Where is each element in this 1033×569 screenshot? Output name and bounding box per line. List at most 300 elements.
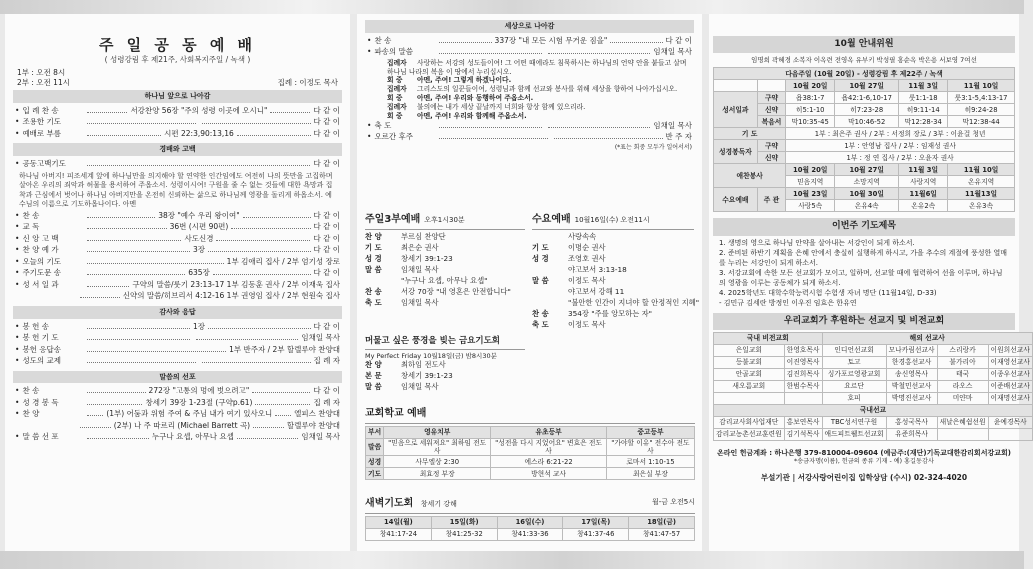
dot-leader: [87, 345, 226, 352]
table-cell: 감리교사회사업재단: [714, 416, 785, 428]
order-row: [357, 36, 702, 48]
table-cell: 이재영선교사: [988, 356, 1032, 368]
table-cell: 룻3:1-5,4:13-17: [948, 92, 1015, 104]
prayer-item: 2. 준비된 하반기 계획을 은혜 안에서 충실히 실행하게 하시고, 가을 추수의 계절에 풍성한 열매를 누리는 서강인이 되게 하소서.: [719, 248, 1008, 267]
line-value: 이정도 목사: [568, 275, 606, 285]
line-value: 임채일 목사: [401, 297, 439, 307]
row-label: 구약: [757, 92, 786, 104]
group-label: 애찬봉사: [714, 164, 786, 188]
table-cell: 막12:38-44: [948, 116, 1015, 128]
order-row: [5, 159, 350, 171]
order-list: [5, 386, 350, 444]
order-label: • 찬 양 예 가: [22, 245, 59, 255]
table-header: 17일(목): [563, 516, 629, 528]
line-value: 사랑속속: [568, 231, 597, 241]
dot-leader: [255, 398, 310, 405]
table-header: 11월 3일: [899, 80, 948, 92]
service-line: [532, 254, 694, 265]
service-line: [532, 265, 694, 276]
dot-leader: [439, 36, 491, 43]
sending-words: [357, 59, 702, 121]
table-header: 영유치부: [384, 426, 491, 438]
table-cell: 새날은혜쉼선원: [937, 416, 988, 428]
line-value: 354장 "주를 앙모하는 자": [568, 308, 652, 318]
table-header: 10월 20일: [786, 164, 835, 176]
order-item: 누구나 요셉, 아무나 요셉: [151, 432, 234, 442]
table-row: [714, 356, 1033, 368]
dot-leader: [87, 409, 103, 416]
table-cell: "믿음으로 세워져요" 최하임 전도사: [384, 438, 491, 456]
table-row: [714, 416, 1033, 428]
line-value: 임채일 목사: [401, 381, 439, 391]
line-label: 찬 양: [365, 359, 382, 369]
table-cell: "성전을 다시 지었어요" 변효은 전도사: [491, 438, 607, 456]
order-row: [5, 409, 350, 421]
order-leader: 집 례 자: [313, 356, 341, 365]
service-line: [532, 297, 700, 309]
group-label: 성서일과: [714, 92, 758, 128]
prayer-title: 이번주 기도제목: [713, 218, 1015, 235]
table-cell: 윤예경목사: [988, 416, 1032, 428]
order-label: • 봉헌 응답송: [22, 344, 62, 354]
table-row: [714, 128, 1015, 140]
order-label: • 교 독: [22, 222, 40, 232]
order-label: • 축 도: [374, 120, 392, 130]
table-header: 14일(월): [366, 516, 432, 528]
table-header: 10월 30일: [835, 188, 899, 200]
table-cell: 박명진선교사: [886, 392, 937, 404]
table-header: 유초등부: [491, 426, 607, 438]
order-label: • 파송의 말씀: [374, 47, 414, 57]
line-label: 기 도: [365, 242, 382, 252]
dot-leader: [87, 432, 148, 439]
dot-leader: [87, 356, 196, 363]
order-label: • 주기도문 송: [22, 268, 62, 278]
table-row: [714, 80, 1015, 92]
table-cell: 인디언선교회: [822, 344, 886, 356]
dot-leader: [87, 398, 142, 405]
order-item: 창세기 39장 1-23절 (구약p.61): [145, 397, 253, 407]
table-cell: 에스라 6:21-22: [491, 456, 607, 468]
sending-line: [387, 59, 688, 77]
order-label: • 조용한 기도: [22, 117, 62, 127]
service-time: My Perfect Friday 10월18일(금) 밤8시30분: [365, 351, 497, 360]
table-cell: 룻1:1-18: [899, 92, 948, 104]
dot-leader: [87, 234, 181, 241]
order-leader: 다 같 이: [313, 105, 340, 115]
section-band: 말씀의 선포: [13, 371, 342, 384]
service-line: [365, 360, 525, 371]
table-cell: 히5:1-10: [786, 104, 835, 116]
table-header: 11월 3일: [899, 164, 948, 176]
table-cell: 한영호목사: [784, 344, 822, 356]
dot-leader: [554, 132, 663, 139]
service-line: [532, 232, 694, 243]
order-list: [5, 322, 350, 368]
table-row: [714, 380, 1033, 392]
dot-leader: [237, 432, 298, 439]
dot-leader: [439, 132, 548, 139]
footer-info: 부설기관 | 서강사랑어린이집 입학상담 (수시) 02-324-4020: [760, 473, 968, 483]
group-label: 수요예배: [714, 188, 758, 212]
dot-leader: [87, 117, 196, 124]
order-row: [357, 47, 702, 59]
table-cell: 토고: [822, 356, 886, 368]
dot-leader: [610, 36, 662, 43]
table-header: 18일(금): [629, 516, 695, 528]
table-header: 10월 27일: [835, 80, 899, 92]
line-value: 최하임 전도사: [401, 359, 446, 369]
dot-leader: [87, 129, 161, 136]
order-row: [5, 291, 350, 303]
service-line: [365, 371, 525, 382]
dot-leader: [87, 222, 166, 229]
speaker: 회 중: [387, 94, 403, 103]
section-band: 감사와 응답: [13, 306, 342, 319]
table-cell: 이준배선교사: [988, 380, 1032, 392]
order-label: • 말 씀 선 포: [22, 432, 59, 442]
line-value: 조영호 권사: [568, 253, 606, 263]
table-cell: 창41:17-24: [366, 528, 432, 540]
ushers-title: 10월 안내위원: [713, 36, 1015, 53]
order-item: (2부) 나 주 따르리 (Michael Barrett 곡): [113, 420, 251, 430]
table-cell: 믿음지역: [786, 176, 835, 188]
dot-leader: [243, 211, 311, 218]
dot-leader: [87, 106, 127, 113]
church-school: [365, 408, 695, 480]
table-cell: 욥38:1-7: [786, 92, 835, 104]
sending-text: 불의에는 내가 세상 끝날까지 너희와 항상 함께 있으리라.: [417, 102, 586, 111]
dot-leader: [87, 268, 185, 275]
table-cell: 사랑5속: [786, 200, 835, 212]
table-row: [714, 164, 1015, 176]
order-leader: 다 같 이: [313, 117, 341, 127]
order-row: [5, 421, 350, 433]
table-header: 10월 23일: [786, 188, 835, 200]
order-item: 1부 반주자 / 2부 할렐루야 찬양대: [229, 344, 340, 354]
table-row: [366, 438, 695, 456]
table-cell: 온유4속: [835, 200, 899, 212]
service-title: 주일3부예배: [365, 214, 421, 225]
order-leader: 다 같 이: [313, 321, 341, 331]
order-label: • 오늘의 기도: [22, 256, 62, 266]
order-row: [5, 356, 350, 368]
dot-leader: [237, 129, 311, 136]
service-line: [532, 276, 694, 287]
table-cell: [988, 428, 1032, 440]
order-label: • 신 앙 고 백: [22, 233, 59, 243]
order-row: [5, 432, 350, 444]
table-cell: 새오름교회: [714, 380, 785, 392]
table-row: [366, 468, 695, 480]
order-row: [5, 322, 350, 334]
table-cell: 온유3속: [948, 200, 1015, 212]
service-time: 10월16일(수) 오전11시: [574, 216, 650, 224]
order-label: • 오르간 후주: [374, 132, 414, 142]
table-cell: 온유지역: [948, 176, 1015, 188]
table-cell: 로마서 1:10-15: [606, 456, 694, 468]
service-line: [365, 287, 525, 298]
line-value: 임채일 목사: [401, 264, 439, 274]
speaker: 회 중: [387, 76, 403, 85]
table-cell: 1부 : 최은주 권사 / 2부 : 서정희 장로 / 3부 : 이윤걸 청년: [786, 128, 1015, 140]
sending-text: 아멘, 주여! 그렇게 하겠나이다.: [417, 76, 512, 85]
dot-leader: [87, 322, 190, 329]
order-leader: 다 같 이: [313, 128, 341, 138]
table-cell: 창41:33-36: [497, 528, 563, 540]
table-header: 11월13일: [948, 188, 1015, 200]
service-line: [365, 232, 525, 243]
service-time-2: 2부 : 오전 11시: [17, 77, 70, 87]
table-cell: 홍보연목사: [784, 416, 822, 428]
prayer-item: 4. 2025학년도 대학수학능력시험 수험생 자녀 명단 (11월14일, D-33): [719, 289, 937, 298]
table-cell: 막12:28-34: [899, 116, 948, 128]
table-header: 10월 20일: [786, 80, 835, 92]
table-row: [366, 456, 695, 468]
row-label: 신약: [757, 152, 786, 164]
order-row: [5, 245, 350, 257]
prayer-item: - 김민규 김세란 방정인 이우진 임효은 한유연: [719, 299, 857, 308]
order-item: 272장 "고통의 멍에 벗으려고": [148, 386, 250, 396]
order-row: [5, 345, 350, 357]
dot-leader: [216, 234, 310, 241]
order-leader: 다 같 이: [313, 268, 341, 278]
order-leader: 다 같 이: [313, 158, 340, 168]
dot-leader: [439, 121, 541, 128]
order-label: • 성 서 일 과: [22, 279, 59, 289]
dot-leader: [87, 257, 223, 264]
row-label: 복음서: [757, 116, 786, 128]
table-cell: 최은실 부장: [606, 468, 694, 480]
service-line: [365, 243, 525, 254]
row-label: 신약: [757, 104, 786, 116]
order-item: 구약의 말씀/룻기 23:13-17 1부 김동훈 권사 / 2부 이재욱 집사: [132, 279, 340, 289]
table-cell: 은일교회: [714, 344, 785, 356]
subtitle: ( 성령강림 후 제21주, 사회복지주일 / 녹색 ): [104, 54, 251, 64]
table-cell: 미얀마: [937, 392, 988, 404]
speaker: 집례자: [387, 85, 407, 94]
order-leader: 엘피스 찬양대: [294, 409, 341, 419]
order-leader: 다 같 이: [665, 35, 693, 45]
row-label: 주 관: [757, 188, 786, 212]
order-item: 신약의 말씀/히브리서 4:12-16 1부 권영임 집사 / 2부 현원숙 집사: [122, 291, 340, 301]
church-school-table: [365, 426, 695, 481]
confession-prayer: 하나님 아버지! 피조세계 앞에 하나님만을 의지해야 할 연약한 인간임에도 여전히 나의 뜻만을 고집하며 살아온 우리의 죄악과 허물을 용서하여 주옵소서. 성령이시여! 구원을 줄 수 없는 것들에 대한 욕망과 집착과 근심에서 벗어나 하나님 아버지만을 온전히 신뢰하는 삶으로 하나님께 영광을 돌리게 하옵소서. 예수님의 이름으로 기도하옵나이다. 아멘: [19, 172, 333, 208]
sending-text: 그리스도의 일꾼들이여, 성령님과 함께 선교와 봉사를 위해 세상을 향하여 나아가십시오.: [417, 85, 678, 94]
service-line: [532, 287, 694, 298]
table-row: [714, 392, 1033, 404]
table-row: [714, 104, 1015, 116]
order-label: • 예배로 부름: [22, 128, 62, 138]
table-row: [714, 344, 1033, 356]
table-cell: 이종우선교사: [988, 368, 1032, 380]
line-value: 이명순 권사: [568, 242, 606, 252]
line-label: 말 씀: [365, 381, 382, 391]
sending-line: [387, 76, 688, 85]
dot-leader: [80, 421, 111, 428]
order-item: (1부) 어둠과 위험 주여 & 주님 내가 여기 있사오니: [106, 409, 273, 419]
table-cell: 김기석목사: [784, 428, 822, 440]
dot-leader: [202, 356, 311, 363]
dot-leader: [213, 268, 311, 275]
line-label: 말 씀: [532, 275, 549, 285]
service-wednesday: [532, 214, 700, 331]
table-cell: 등불교회: [714, 356, 785, 368]
table-cell: 막10:46-52: [835, 116, 899, 128]
table-header: 국내선교: [714, 404, 1033, 416]
line-label: 성 경: [365, 253, 382, 263]
order-row: [5, 280, 350, 292]
dot-leader: [87, 245, 190, 252]
order-leader: 임채일 목사: [653, 120, 693, 130]
row-label: 구약: [757, 140, 786, 152]
service-line: [365, 298, 525, 309]
table-cell: 애드피트웰트선교회: [822, 428, 886, 440]
online-account: 온라인 헌금계좌 : 하나은행 379-810004-09604 (예금주:(재단)기독교대한감리회서강교회): [717, 448, 1011, 457]
table-cell: 태국: [937, 368, 988, 380]
table-row: [714, 368, 1033, 380]
order-label: • 찬 송: [374, 35, 392, 45]
sending-text: 사랑하는 서강의 성도들이여! 그 어떤 때에라도 침묵하시는 하나님의 언약 안을 붙들고 살며 하나님 나라의 복음 이 땅에서 누리십시오.: [387, 58, 687, 76]
dot-leader: [202, 117, 311, 124]
table-cell: TBC성서연구원: [822, 416, 886, 428]
group-label: 성경봉독자: [714, 140, 758, 164]
service-title: 수요예배: [532, 214, 571, 225]
line-value: "불안한 인간이 지녀야 할 안정적인 지혜": [568, 297, 700, 307]
order-row: [5, 222, 350, 234]
table-cell: [937, 428, 988, 440]
table-cell: 소망지역: [835, 176, 899, 188]
order-item: 36번 (시편 90편): [169, 222, 229, 232]
order-item: 38장 "예수 우리 왕이여": [158, 210, 240, 220]
line-value: 창세기 39:1-23: [401, 253, 453, 263]
bottom-band: [0, 551, 1024, 569]
order-leader: 임채일 목사: [301, 432, 341, 442]
speaker: 집례자: [387, 102, 407, 111]
dot-leader: [87, 211, 155, 218]
table-cell: 방현석 교사: [491, 468, 607, 480]
table-header-row: [714, 332, 1033, 344]
dot-leader: [87, 280, 129, 287]
line-label: 기 도: [532, 242, 549, 252]
table-cell: 창41:37-46: [563, 528, 629, 540]
dot-leader: [270, 106, 310, 113]
dot-leader: [196, 333, 298, 340]
column-services: [357, 14, 702, 551]
table-header: 16일(수): [497, 516, 563, 528]
order-leader: 임채일 목사: [653, 47, 693, 57]
order-leader: 다 같 이: [313, 222, 341, 232]
table-cell: 말씀: [366, 438, 384, 456]
table-header-row: [366, 426, 695, 438]
line-label: 찬 송: [532, 308, 549, 318]
table-cell: 불가리아: [937, 356, 988, 368]
table-cell: [784, 392, 822, 404]
dot-leader: [439, 47, 541, 54]
service-title: 교회학교 예배: [365, 408, 695, 424]
sending-line: [387, 112, 688, 121]
schedule-table: [713, 67, 1015, 212]
table-cell: 한경홍선교사: [886, 356, 937, 368]
table-cell: 이재명선교사: [988, 392, 1032, 404]
order-label: • 찬 송: [22, 386, 40, 396]
stand-note: (*표는 회중 모두가 일어서서): [614, 143, 692, 151]
line-value: 최은순 권사: [401, 242, 439, 252]
dawn-prayer: [365, 498, 695, 541]
dot-leader: [252, 386, 310, 393]
service-friday: [365, 336, 525, 393]
line-label: 찬 송: [365, 286, 382, 296]
service-sub: 창세기 강해: [420, 500, 457, 508]
order-leader: 다 같 이: [313, 210, 341, 220]
order-leader: 반 주 자: [665, 132, 693, 142]
service-time: 오후1시30분: [424, 216, 465, 224]
sending-text: 아멘, 주여! 우리와 동행하여 주옵소서.: [417, 94, 534, 103]
order-item: 3장: [192, 245, 205, 255]
table-row: [714, 140, 1015, 152]
table-cell: 한범수목사: [784, 380, 822, 392]
line-label: 본 문: [365, 370, 382, 380]
service-title: 새벽기도회: [365, 498, 414, 509]
table-row: [366, 528, 695, 540]
table-row: [714, 116, 1015, 128]
prayer-item: 3. 서강교회에 속한 모든 선교회가 모이고, 일하며, 선교할 때에 협력하여 선을 이루며, 하나님의 영광을 이루는 공동체가 되게 하소서.: [719, 269, 1003, 288]
order-list: [5, 106, 350, 141]
speaker: 집례자: [387, 58, 407, 67]
line-label: 성 경: [532, 253, 549, 263]
dot-leader: [87, 333, 189, 340]
order-leader: 다 같 이: [313, 245, 341, 255]
table-header: 부서: [366, 426, 384, 438]
order-item: 사도신경: [184, 233, 214, 243]
table-cell: 홍성국목사: [886, 416, 937, 428]
order-item: 337장 "내 모든 시험 무거운 짐을": [494, 35, 608, 45]
table-header: 11월 10일: [948, 80, 1015, 92]
order-row: [5, 257, 350, 269]
service-line: [532, 309, 694, 320]
order-item: 1장: [192, 321, 205, 331]
dot-leader: [231, 222, 310, 229]
table-cell: 요르단: [822, 380, 886, 392]
table-header-row: [366, 516, 695, 528]
table-cell: 모나카림선교사: [886, 344, 937, 356]
order-label: • 성도의 교제: [22, 356, 62, 365]
table-cell: 욥42:1-6,10-17: [835, 92, 899, 104]
table-cell: [714, 392, 785, 404]
order-leader: 다 같 이: [313, 386, 340, 396]
line-value: 서강 70장 "내 영혼은 안전합니다": [401, 286, 511, 296]
line-value: 야고보서 3:13-18: [568, 264, 627, 274]
order-item: 서강찬양 56장 "주의 성령 이곳에 오시니": [130, 105, 268, 115]
service-line: [365, 276, 525, 287]
order-item: 시편 22:3,90:13,16: [164, 128, 234, 138]
order-label: • 봉 헌 기 도: [22, 333, 59, 342]
spacer: [757, 80, 786, 92]
next-sunday: 다음주일 (10월 20일) - 성령강림 후 제22주 / 녹색: [714, 68, 1015, 80]
order-row: [357, 132, 702, 144]
top-band: [0, 0, 1024, 14]
section-band: 경배와 고백: [13, 143, 342, 156]
line-label: 말 씀: [365, 264, 382, 274]
table-cell: 싱가포르영광교회: [822, 368, 886, 380]
service-line: [532, 320, 694, 331]
order-leader: 임채일 목사: [301, 333, 341, 342]
table-cell: 기도: [366, 468, 384, 480]
table-cell: 1부 : 정 연 집사 / 2부 : 오윤자 권사: [786, 152, 1015, 164]
order-label: • 찬 송: [22, 210, 40, 220]
prayer-list: [709, 236, 1019, 311]
online-note: *송금자명(이름), 헌금의 종류 기재 - 예) 홍길동감사: [794, 457, 934, 465]
